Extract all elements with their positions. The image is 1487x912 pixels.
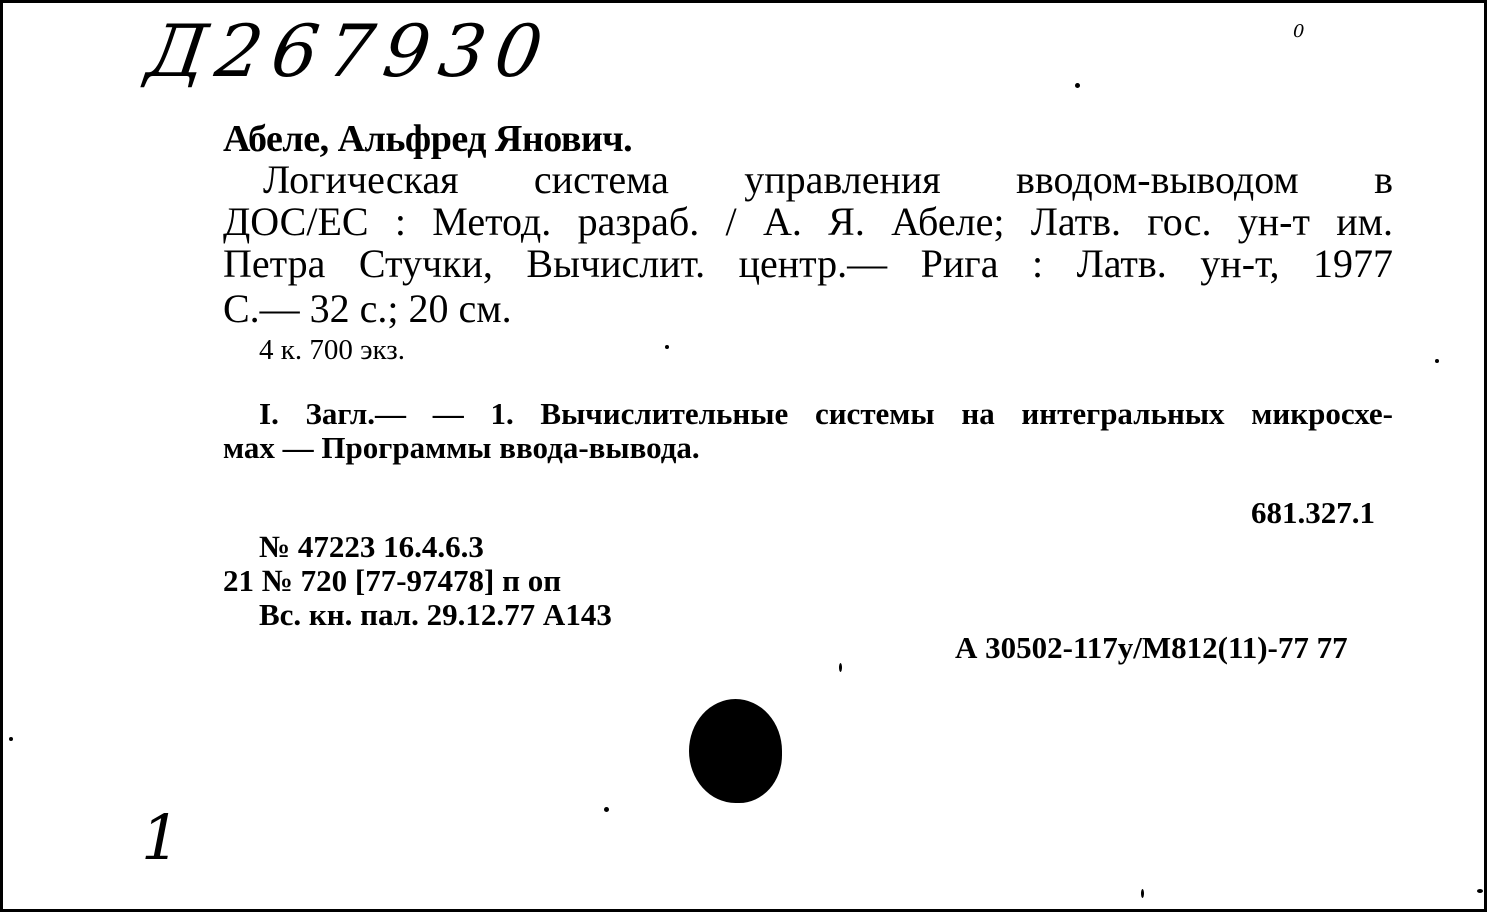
subject-headings-line-1: I. Загл.— — 1. Вычислительные системы на интегральных микросхе- bbox=[259, 396, 1393, 431]
dust-speck bbox=[1435, 359, 1439, 363]
registration-line-3: Вс. кн. пал. 29.12.77 А143 bbox=[259, 597, 612, 632]
subject-headings-line-2: мах — Программы ввода-вывода. bbox=[223, 430, 700, 465]
udc-classification: 681.327.1 bbox=[1251, 495, 1375, 530]
description-line-2: ДОС/ЕС : Метод. разраб. / А. Я. Абеле; Латв. гос. ун-т им. bbox=[223, 199, 1393, 244]
handwritten-mark-bottom: 1 bbox=[141, 801, 181, 874]
punched-hole bbox=[689, 699, 782, 803]
description-line-4: С.— 32 с.; 20 см. bbox=[223, 286, 512, 331]
dust-speck bbox=[839, 663, 842, 672]
publisher-code: А 30502-117у/М812(11)-77 77 bbox=[955, 630, 1348, 665]
author-heading: Абеле, Альфред Янович. bbox=[223, 118, 633, 160]
registration-line-2: 21 № 720 [77-97478] п оп bbox=[223, 563, 562, 598]
dust-speck bbox=[665, 345, 669, 349]
description-line-3: Петра Стучки, Вычислит. центр.— Рига : Латв. ун-т, 1977 bbox=[223, 241, 1393, 286]
registration-line-1: № 47223 16.4.6.3 bbox=[259, 529, 484, 564]
description-line-1: Логическая система управления вводом-выводом в bbox=[263, 157, 1393, 202]
dust-speck bbox=[1477, 889, 1483, 893]
dust-speck bbox=[1075, 83, 1080, 88]
price-and-print-run: 4 к. 700 экз. bbox=[259, 334, 405, 366]
dust-speck bbox=[9, 737, 13, 741]
dust-speck bbox=[604, 807, 609, 812]
dust-speck bbox=[1141, 889, 1144, 898]
handwritten-mark-top: 0 bbox=[1293, 21, 1305, 42]
handwritten-catalog-number: Д267930 bbox=[142, 9, 558, 93]
